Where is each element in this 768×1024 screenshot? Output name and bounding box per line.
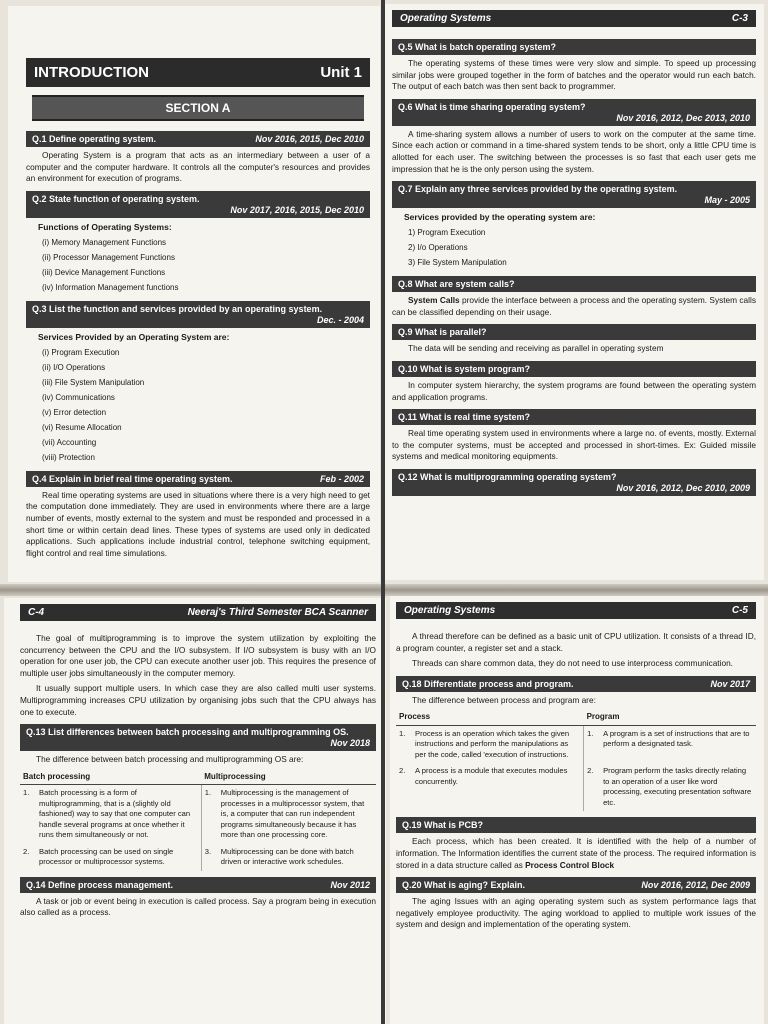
chapter-bar	[26, 58, 370, 87]
answer-text: The operating systems of these times were very slow and simple. To speed up processing similar jobs were grouped together in the form of batches and the operator would run each batch. The output of each batch was then sent back to programmer.	[392, 58, 756, 92]
question-heading: Q.20 What is aging? Explain. Nov 2016, 2012, Dec 2009	[396, 877, 756, 893]
answer-subheading: Functions of Operating Systems:	[38, 221, 172, 232]
answer-text: It usually support multiple users. In which case they are also called multi user systems. Multiprogramming increases CPU utilization by organising jobs such that the CPU always has one to execute.	[20, 683, 376, 717]
question-heading: Q.13 List differences between batch processing and multiprogramming OS. Nov 2018	[20, 724, 376, 751]
comparison-table	[396, 710, 756, 811]
question-heading: Q.12 What is multiprogramming operating system? Nov 2016, 2012, Dec 2010, 2009	[392, 469, 756, 496]
question-heading: Q.5 What is batch operating system?	[392, 39, 756, 55]
question-heading: Q.14 Define process management. Nov 2012	[20, 877, 376, 893]
key-term: System Calls	[408, 295, 460, 306]
answer-text: A thread therefore can be defined as a basic unit of CPU utilization. It consists of a thread ID, a program counter, a register set and a stack.	[396, 631, 756, 653]
answer-text: In computer system hierarchy, the system programs are found between the operating system and application programs.	[392, 379, 756, 402]
question-heading: Q.3 List the function and services provided by an operating system. Dec. - 2004	[26, 301, 370, 328]
answer-text: System Calls provide the interface between a process and the operating system. System calls can be classified depending on their usage.	[392, 295, 756, 317]
answer-text: The aging Issues with an aging operating system such as system performance lags that negatively employee productivity. The aging workload to applied to multiple work issues of the system and design and implementation of the operating system.	[396, 896, 756, 930]
question-heading: Q.11 What is real time system?	[392, 409, 756, 425]
section-heading: SECTION A	[32, 95, 364, 121]
running-header	[20, 604, 376, 621]
page-number: C-5	[731, 605, 748, 616]
question-heading: Q.10 What is system program?	[392, 361, 756, 377]
comparison-table	[20, 770, 376, 871]
question-heading: Q.4 Explain in brief real time operating system. Feb - 2002	[26, 471, 370, 487]
answer-list: (i) Memory Management Functions (ii) Processor Management Functions (iii) Device Management Functions (iv) Information Management functions	[42, 237, 179, 292]
answer-text: Real time operating systems are used in situations where there is a very high need to get the computation done immediately. They are used in environments where there are a large number of events, mostly external to the system and must be responded and processed in a short time or within certain dead lines. These types of systems are used only in dedicated applications. Such applications include industrial control, telephone switching equipment, flight control and real time simulations.	[26, 489, 370, 558]
table-row: 2. Batch processing can be used on single processor or multiprocessor systems. 3. Multiprocessing can be done with batch driven or interactive work schedules.	[20, 844, 376, 871]
table-header: Process	[396, 710, 584, 725]
page-number: C-4	[28, 607, 45, 618]
running-header-title: Neeraj's Third Semester BCA Scanner	[187, 607, 368, 618]
answer-text: A task or job or event being in execution is called process. Say a program being in execution also called as a process.	[20, 895, 376, 918]
answer-text: The difference between process and program are:	[412, 694, 596, 705]
running-header	[392, 10, 756, 27]
unit-label: Unit 1	[320, 64, 362, 81]
table-row: 1. Batch processing is a form of multiprogramming, that is a (slightly old fashioned) way to say that one computer can handle several programs at once whether it runs them simultaneously or not. 1. Multiprocessing is the management of processes in a multiprocessor system, that is, a computer that can run independent programs simultaneously because it has more than one processing core.	[20, 785, 376, 844]
answer-text: A time-sharing system allows a number of users to work on the computer at the same time. Since each action or command in a time-shared system tends to be short, only a little CPU time is allotted for each user. The switching between the processes is so fast that each user gets me impression that he is the only person using the system.	[392, 128, 756, 174]
table-header: Multiprocessing	[201, 770, 376, 785]
table-header: Program	[584, 710, 756, 725]
answer-list: 1) Program Execution 2) I/o Operations 3) File System Manipulation	[408, 228, 507, 268]
answer-text: The goal of multiprogramming is to improve the system utilization by exploiting the concurrency between the CPU and the I/O subsystem. If I/O subsystem is busy with an I/O operation for one user job, the CPU can execute another user job. This requires the presence of multiple user jobs simultaneously in the computer memory.	[20, 633, 376, 678]
running-header-title: Operating Systems	[400, 13, 492, 24]
running-header	[396, 602, 756, 619]
running-header-title: Operating Systems	[404, 605, 496, 616]
book-page-left-bottom	[4, 598, 386, 1024]
answer-subheading: Services provided by the operating system are:	[404, 212, 596, 223]
chapter-title: INTRODUCTION	[34, 64, 149, 81]
question-heading: Q.18 Differentiate process and program. Nov 2017	[396, 676, 756, 692]
answer-text: Real time operating system used in environments where a large no. of events, mostly. External to the computer systems, must be accepted and processed in short-times. Ex: Guided missile systems and medical monitoring equipments.	[392, 428, 756, 462]
question-heading: Q.7 Explain any three services provided by the operating system. May - 2005	[392, 181, 756, 208]
book-page-right-top	[384, 4, 764, 580]
table-header: Batch processing	[20, 770, 201, 785]
book-page-left-top	[8, 6, 380, 582]
answer-subheading: Services Provided by an Operating System are:	[38, 331, 230, 342]
table-row: 2. A process is a module that executes modules concurrently. 2. Program perform the tasks directly relating to an operation of a user like word processing, executing presentation software etc.	[396, 763, 756, 811]
answer-text: The difference between batch processing and multiprogramming OS are:	[36, 754, 304, 765]
question-heading: Q.1 Define operating system. Nov 2016, 2015, Dec 2010	[26, 131, 370, 147]
question-heading: Q.8 What are system calls?	[392, 276, 756, 292]
answer-text: Operating System is a program that acts as an intermediary between a user of a computer and the computer hardware. It controls all the computer's resources and provides an environment for execution of programs.	[26, 150, 370, 184]
answer-text: Threads can share common data, they do not need to use interprocess communication.	[412, 658, 733, 669]
table-row: 1. Process is an operation which takes the given instructions and perform the manipulations as per the code, called 'execution of instructions. 1. A program is a set of instructions that are to perform a designated task.	[396, 725, 756, 763]
answer-text: Each process, which has been created. It is identified with the help of a number of information. The Information identifies the current state of the process. The required information is stored in a data structure called as Process Control Block	[396, 836, 756, 870]
answer-text: The data will be sending and receiving as parallel in operating system	[408, 343, 664, 354]
book-gutter	[381, 0, 385, 1024]
page-number: C-3	[731, 13, 748, 24]
question-heading: Q.6 What is time sharing operating system? Nov 2016, 2012, Dec 2013, 2010	[392, 99, 756, 126]
key-term: Process Control Block	[525, 859, 615, 870]
question-heading: Q.9 What is parallel?	[392, 324, 756, 340]
book-page-right-bottom	[390, 596, 764, 1024]
question-heading: Q.2 State function of operating system. Nov 2017, 2016, 2015, Dec 2010	[26, 191, 370, 218]
question-heading: Q.19 What is PCB?	[396, 817, 756, 833]
answer-list: (i) Program Execution (ii) I/O Operations (iii) File System Manipulation (iv) Communications (v) Error detection (vi) Resume Allocation (vii) Accounting (viii) Protection	[42, 347, 145, 462]
